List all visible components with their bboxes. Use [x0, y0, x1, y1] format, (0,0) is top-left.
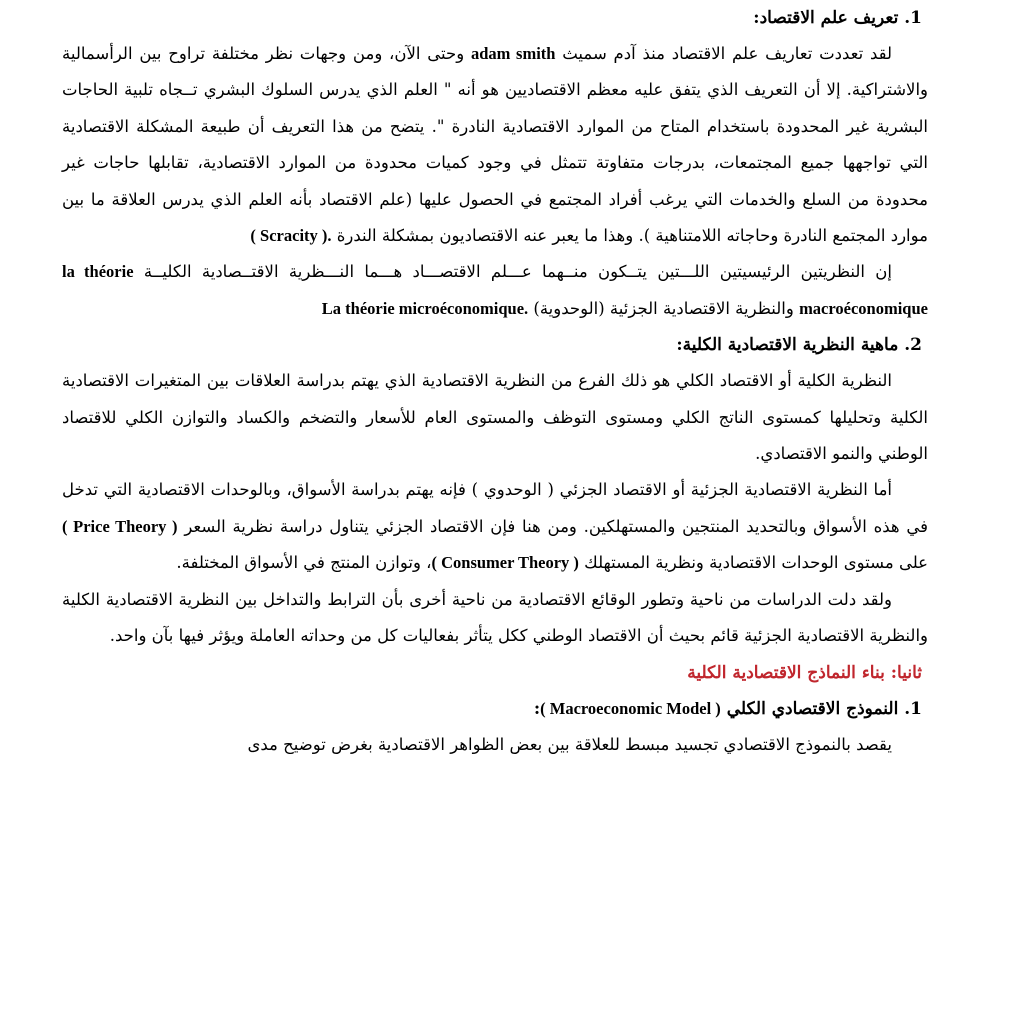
latin-term-macro-model: ( Macroeconomic Model )	[540, 698, 721, 718]
section-title: النموذج الاقتصادي الكلي	[720, 698, 899, 719]
text-run: ، وتوازن المنتج في الأسواق المختلفة.	[176, 553, 432, 573]
latin-term-scarcity: ( Scracity ).	[250, 226, 332, 246]
section-heading-model	[62, 691, 928, 727]
part-heading-models: ثانيا: بناء النماذج الاقتصادية الكلية	[687, 662, 922, 683]
paragraph-model-definition: يقصد بالنموذج الاقتصادي تجسيد مبسط للعلاقة بين بعض الظواهر الاقتصادية بغرض توضيح مدى	[247, 734, 892, 754]
text-run: لقد تعددت تعاريف علم الاقتصاد منذ آدم سميث	[555, 44, 893, 63]
latin-term-micro: La théorie microéconomique.	[321, 298, 529, 318]
paragraph-definition	[62, 36, 928, 254]
paragraph-interrelation: ولقد دلت الدراسات من ناحية وتطور الوقائع الاقتصادية من ناحية أخرى بأن الترابط والتداخل بين النظرية الاقتصادية الكلية والنظرية الاقتصادية الجزئية قائم بحيث أن الاقتصاد الوطني ككل يتأثر بفعاليات كل من وحداته العاملة ويؤثر فيها بآن واحد.	[62, 589, 928, 646]
text-run: والنظرية الاقتصادية الجزئية (الوحدوية)	[528, 298, 800, 318]
text-run: وحتى الآن، ومن وجهات نظر مختلفة تراوح بين الرأسمالية والاشتراكية. إلا أن التعريف الذي يتفق عليه معظم الاقتصاديين هو أنه " العلم الذي يدرس السلوك البشري تــجاه تلبية الحاجات البشرية غير المحدودة باستخدام المتاح من الموارد الاقتصادية النادرة ". يتضح من هذا التعريف أن طبيعة المشكلة الاقتصادية التي تواجهها جميع المجتمعات، بدرجات متفاوتة تتمثل في وجود كميات محدودة من الموارد الاقتصادية، تقابلها حاجات غير محدودة من السلع والخدمات التي يرغب أفراد المجتمع في الحصول عليها (علم الاقتصاد بأنه العلم الذي يدرس العلاقة ما بين موارد المجتمع النادرة وحاجاته اللامتناهية ). وهذا ما يعبر عنه الاقتصاديون بمشكلة الندرة	[62, 44, 928, 246]
section-title: تعريف علم الاقتصاد:	[753, 8, 899, 28]
text-run: إن النظريتين الرئيسيتين اللـــتين يتــكون منــهما عـــلم الاقتصـــاد هـــما النـــظرية الاقتــصادية الكليــة	[133, 262, 892, 282]
document-page	[62, 0, 928, 763]
section-number: 1.	[904, 8, 922, 28]
latin-term-consumer-theory: ( Consumer Theory )	[431, 553, 579, 573]
section-heading-definition	[62, 0, 928, 36]
paragraph-micro-definition	[62, 472, 928, 581]
paragraph-macro-definition: النظرية الكلية أو الاقتصاد الكلي هو ذلك الفرع من النظرية الاقتصادية الذي يهتم بدراسة العلاقات بين المتغيرات الاقتصادية الكلية وتحليلها كمستوى الناتج الكلي ومستوى التوظف والمستوى العام للأسعار والتضخم والكساد والتوازن الكلي للاقتصاد الوطني والنمو الاقتصادي.	[62, 371, 928, 464]
latin-term-adam-smith: adam smith	[470, 44, 556, 63]
text-run: أما النظرية الاقتصادية الجزئية أو الاقتصاد الجزئي ( الوحدوي ) فإنه يهتم بدراسة الأسواق، وبالوحدات الاقتصادية التي تدخل في هذه الأسواق وبالتحديد المنتجين والمستهلكين. ومن هنا فإن الاقتصاد الجزئي يتناول دراسة نظرية السعر	[62, 480, 929, 536]
section-title: ماهية النظرية الاقتصادية الكلية:	[676, 335, 899, 356]
text-run: على مستوى الوحدات الاقتصادية ونظرية المستهلك	[578, 553, 928, 573]
paragraph-theories	[62, 254, 928, 327]
section-number: 1.	[904, 698, 922, 719]
section-number: 2.	[904, 335, 922, 356]
section-heading-macro	[62, 327, 928, 363]
title-colon: :	[533, 698, 541, 719]
latin-term-price-theory: ( Price Theory )	[62, 516, 178, 536]
latin-term-macro: la théorie macroéconomique	[62, 262, 928, 318]
